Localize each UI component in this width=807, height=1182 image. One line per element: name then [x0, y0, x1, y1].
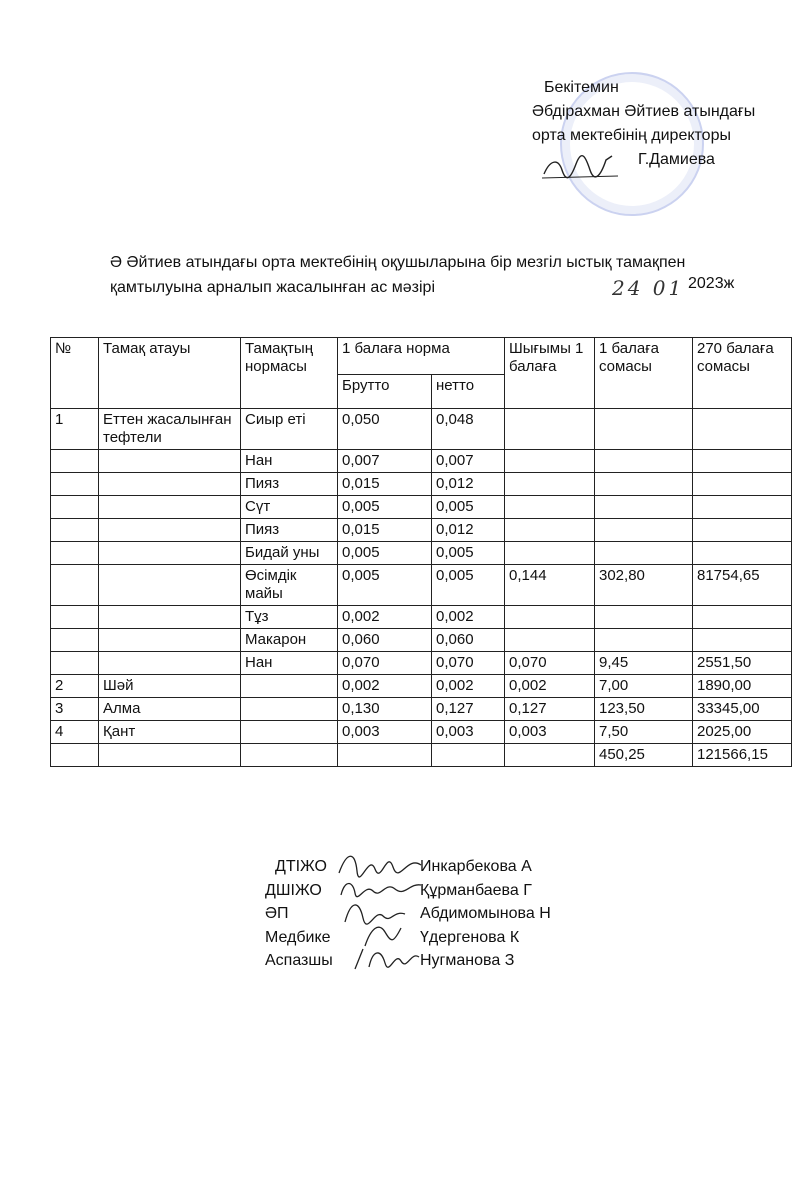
cell-cost-per-child	[595, 450, 693, 473]
approval-director-name: Г.Дамиева	[638, 151, 715, 168]
table-row	[51, 473, 792, 496]
cell-dish	[99, 542, 241, 565]
cell-gross: 0,002	[338, 606, 432, 629]
cell-net: 0,005	[432, 542, 505, 565]
cell-dish: Еттен жасалынған тефтели	[99, 409, 241, 450]
cell-output: 0,003	[505, 721, 595, 744]
cell-cost-per-child: 302,80	[595, 565, 693, 606]
cell-net: 0,005	[432, 496, 505, 519]
cell-net: 0,007	[432, 450, 505, 473]
cell-cost-270: 1890,00	[693, 675, 792, 698]
cell-cost-per-child	[595, 542, 693, 565]
signature-name: Инкарбекова А	[420, 858, 532, 875]
cell-gross: 0,060	[338, 629, 432, 652]
signature-row	[265, 949, 665, 973]
signature-name: Нугманова З	[420, 952, 515, 969]
cell-number	[51, 565, 99, 606]
cell-ingredient: Макарон	[241, 629, 338, 652]
cell-output	[505, 629, 595, 652]
cell-ingredient: Өсімдік майы	[241, 565, 338, 606]
cell-cost-270	[693, 519, 792, 542]
cell-net: 0,060	[432, 629, 505, 652]
cell-ingredient	[241, 721, 338, 744]
header-net: нетто	[432, 375, 505, 409]
cell-dish	[99, 473, 241, 496]
cell-dish	[99, 744, 241, 767]
cell-ingredient: Нан	[241, 652, 338, 675]
cell-number	[51, 496, 99, 519]
table-row	[51, 450, 792, 473]
cell-net: 0,003	[432, 721, 505, 744]
cell-cost-per-child	[595, 519, 693, 542]
cell-net: 0,012	[432, 519, 505, 542]
cell-cost-per-child	[595, 473, 693, 496]
cell-cost-per-child: 123,50	[595, 698, 693, 721]
cell-cost-per-child: 7,50	[595, 721, 693, 744]
cell-dish	[99, 496, 241, 519]
cell-cost-270	[693, 450, 792, 473]
title-line-2: қамтылуына арналып жасалынған ас мәзірі	[110, 279, 435, 296]
table-row	[51, 629, 792, 652]
cell-ingredient: Пияз	[241, 519, 338, 542]
cell-number	[51, 652, 99, 675]
cell-number	[51, 542, 99, 565]
cell-cost-per-child: 9,45	[595, 652, 693, 675]
header-cost-per-child: 1 балаға сомасы	[595, 338, 693, 409]
cell-cost-per-child	[595, 629, 693, 652]
cell-output	[505, 744, 595, 767]
cell-ingredient: Пияз	[241, 473, 338, 496]
cell-output: 0,127	[505, 698, 595, 721]
cell-cost-270: 2551,50	[693, 652, 792, 675]
cell-output	[505, 519, 595, 542]
signature-role: Медбике	[265, 928, 331, 946]
table-row	[51, 675, 792, 698]
cell-output	[505, 409, 595, 450]
cell-dish	[99, 652, 241, 675]
cell-cost-per-child: 7,00	[595, 675, 693, 698]
cell-output	[505, 496, 595, 519]
menu-table	[50, 337, 792, 767]
cell-dish: Алма	[99, 698, 241, 721]
header-gross: Брутто	[338, 375, 432, 409]
cell-number: 2	[51, 675, 99, 698]
cell-output: 0,070	[505, 652, 595, 675]
cell-number	[51, 450, 99, 473]
cell-output: 0,002	[505, 675, 595, 698]
signature-row	[265, 926, 665, 950]
cell-number	[51, 519, 99, 542]
table-row	[51, 721, 792, 744]
header-food-norm: Тамақтың нормасы	[241, 338, 338, 409]
header-dish-name: Тамақ атауы	[99, 338, 241, 409]
cell-output	[505, 473, 595, 496]
cell-cost-270	[693, 629, 792, 652]
signature-role: ДТІЖО	[275, 858, 327, 875]
cell-cost-per-child	[595, 409, 693, 450]
cell-cost-270: 2025,00	[693, 721, 792, 744]
cell-gross	[338, 744, 432, 767]
table-row	[51, 652, 792, 675]
cell-ingredient	[241, 698, 338, 721]
signature-row	[265, 855, 665, 879]
cell-cost-270	[693, 409, 792, 450]
signatures-block	[265, 855, 665, 973]
cell-number	[51, 606, 99, 629]
cell-ingredient: Сүт	[241, 496, 338, 519]
cell-cost-per-child	[595, 496, 693, 519]
cell-number	[51, 629, 99, 652]
cell-number: 3	[51, 698, 99, 721]
approval-school: Әбдірахман Әйтиев атындағы	[532, 103, 756, 120]
header-cost-270: 270 балаға сомасы	[693, 338, 792, 409]
cell-dish	[99, 629, 241, 652]
table-row	[51, 496, 792, 519]
cell-cost-270	[693, 473, 792, 496]
cell-net	[432, 744, 505, 767]
cell-dish	[99, 450, 241, 473]
table-row	[51, 519, 792, 542]
table-row	[51, 565, 792, 606]
cell-dish	[99, 565, 241, 606]
cell-cost-270	[693, 606, 792, 629]
cell-dish	[99, 519, 241, 542]
approval-position: орта мектебінің директоры	[532, 127, 731, 144]
cell-output	[505, 542, 595, 565]
cell-gross: 0,070	[338, 652, 432, 675]
cell-gross: 0,002	[338, 675, 432, 698]
cell-dish	[99, 606, 241, 629]
cell-dish: Шәй	[99, 675, 241, 698]
cell-gross: 0,005	[338, 565, 432, 606]
handwritten-signature	[335, 941, 425, 973]
table-row	[51, 606, 792, 629]
signature-role: ДШІЖО	[265, 881, 322, 899]
cell-number: 1	[51, 409, 99, 450]
cell-net: 0,127	[432, 698, 505, 721]
cell-gross: 0,050	[338, 409, 432, 450]
handwritten-date: 24 01	[612, 276, 685, 300]
cell-number	[51, 744, 99, 767]
signature-name: Абдимомынова Н	[420, 905, 551, 922]
signature-name: Үдергенова К	[420, 928, 520, 946]
cell-ingredient: Сиыр еті	[241, 409, 338, 450]
cell-ingredient	[241, 675, 338, 698]
cell-ingredient: Нан	[241, 450, 338, 473]
cell-number	[51, 473, 99, 496]
cell-net: 0,005	[432, 565, 505, 606]
cell-dish: Қант	[99, 721, 241, 744]
table-row	[51, 409, 792, 450]
header-number: №	[51, 338, 99, 409]
title-year: 2023ж	[688, 275, 735, 292]
cell-gross: 0,015	[338, 473, 432, 496]
approval-title: Бекітемин	[544, 79, 619, 96]
signature-row	[265, 879, 665, 903]
signature-name: Құрманбаева Г	[420, 881, 532, 899]
title-line-1: Ә Әйтиев атындағы орта мектебінің оқушыларына бір мезгіл ыстық тамақпен	[110, 254, 686, 271]
header-per-child-norm: 1 балаға норма	[338, 338, 505, 375]
cell-output	[505, 450, 595, 473]
cell-total-per-child: 450,25	[595, 744, 693, 767]
totals-row	[51, 744, 792, 767]
cell-cost-270: 81754,65	[693, 565, 792, 606]
cell-net: 0,002	[432, 606, 505, 629]
cell-cost-per-child	[595, 606, 693, 629]
cell-output: 0,144	[505, 565, 595, 606]
cell-gross: 0,007	[338, 450, 432, 473]
cell-net: 0,012	[432, 473, 505, 496]
cell-ingredient	[241, 744, 338, 767]
signature-row	[265, 902, 665, 926]
cell-gross: 0,003	[338, 721, 432, 744]
cell-net: 0,002	[432, 675, 505, 698]
cell-ingredient: Тұз	[241, 606, 338, 629]
cell-net: 0,070	[432, 652, 505, 675]
cell-gross: 0,005	[338, 496, 432, 519]
cell-total-270: 121566,15	[693, 744, 792, 767]
cell-gross: 0,005	[338, 542, 432, 565]
director-signature	[540, 150, 620, 184]
cell-gross: 0,130	[338, 698, 432, 721]
cell-output	[505, 606, 595, 629]
cell-net: 0,048	[432, 409, 505, 450]
cell-cost-270	[693, 496, 792, 519]
cell-cost-270: 33345,00	[693, 698, 792, 721]
table-row	[51, 542, 792, 565]
cell-ingredient: Бидай уны	[241, 542, 338, 565]
signature-role: Аспазшы	[265, 952, 333, 969]
cell-cost-270	[693, 542, 792, 565]
table-row	[51, 698, 792, 721]
cell-number: 4	[51, 721, 99, 744]
signature-role: ӘП	[265, 905, 289, 922]
cell-gross: 0,015	[338, 519, 432, 542]
header-output-per-child: Шығымы 1 балаға	[505, 338, 595, 409]
